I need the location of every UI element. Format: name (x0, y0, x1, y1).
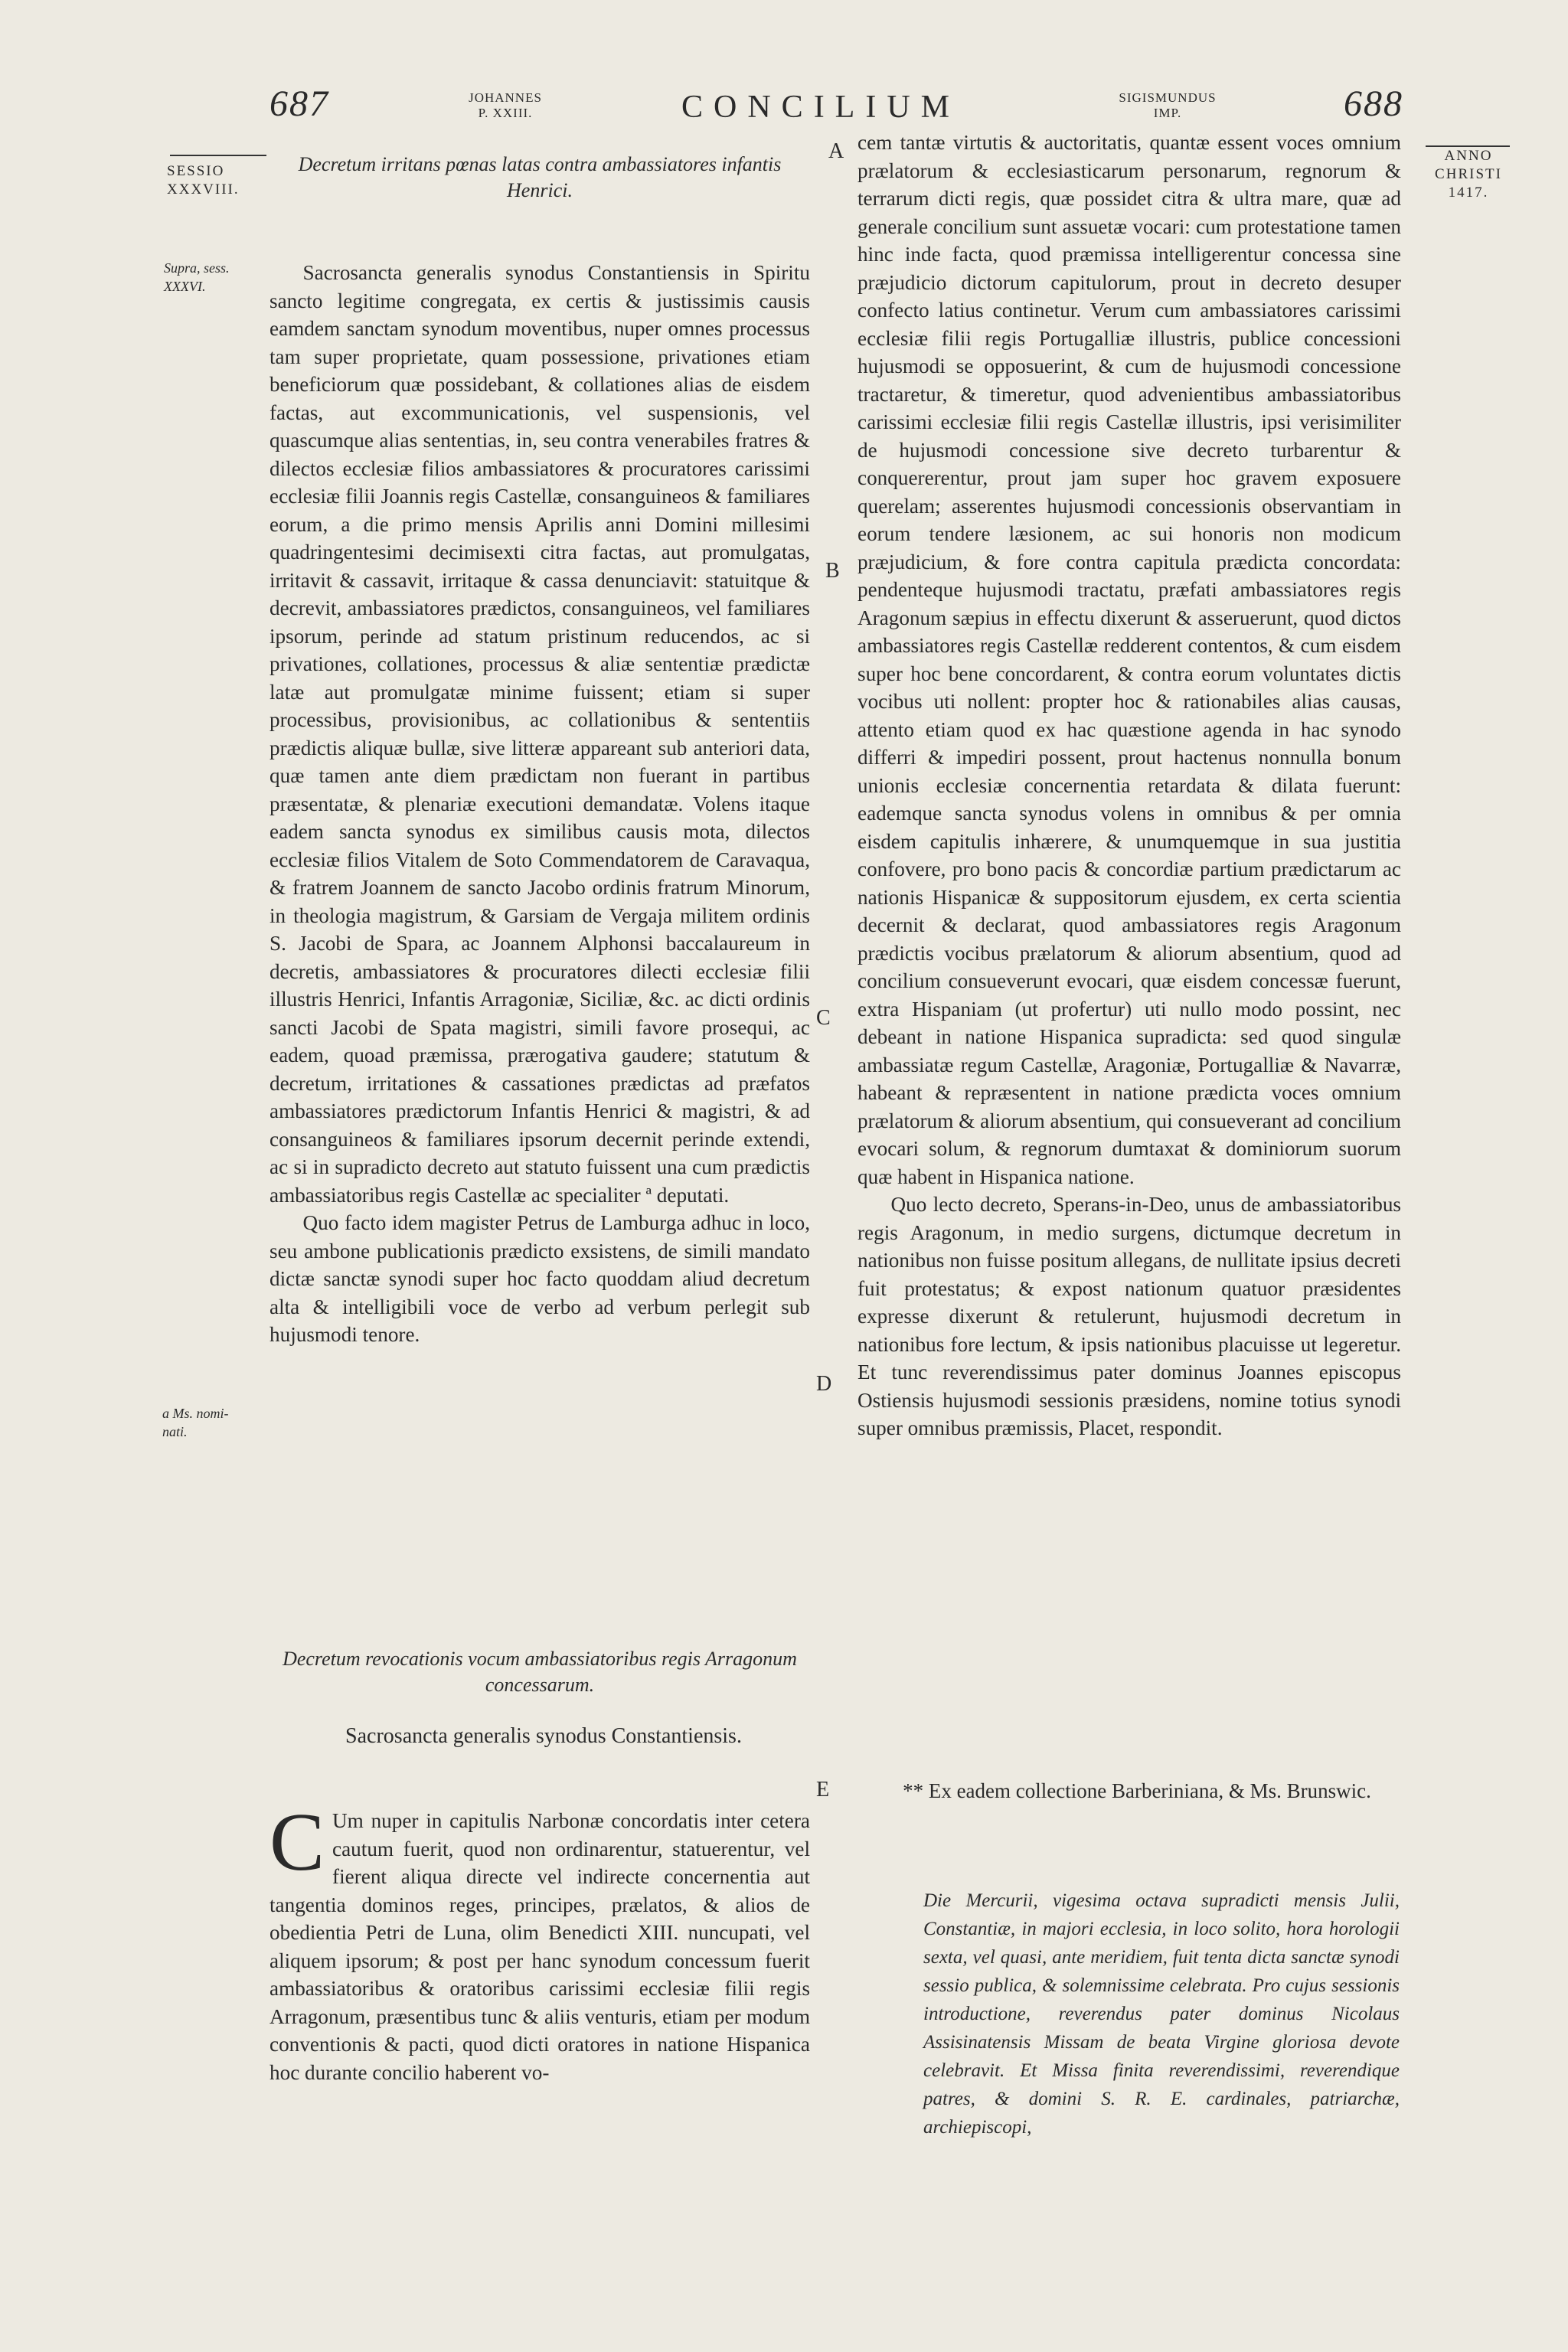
running-head-right-line1: SIGISMUNDUS (1119, 90, 1217, 105)
page-number-left: 687 (270, 83, 329, 124)
divider-left (170, 155, 266, 156)
margin-session-line1: SESSIO (167, 163, 225, 179)
left-heading-decree: Decretum irritans pœnas latas contra ambassiatores infantis Henrici. (298, 153, 782, 201)
right-paragraph-2: Quo lecto decreto, Sperans-in-Deo, unus de ambassiatoribus regis Aragonum, in medio surgens, dictumque decretum in nationibus non fuisse positum allegans, de nullitate ipsius decreti fuit protestatus; & expost nationum quatuor præsidentes expresse dixerunt & retulerunt, hujusmodi decretum in nationibus fore lectum, & ipsis nationibus placuisse ut legeretur. Et tunc reverendissimus pater dominus Joannes episcopus Ostiensis hujusmodi sessionis præsidens, nomine totius synodi super omnibus præmissis, Placet, respondit. (858, 1193, 1401, 1439)
margin-anno-christi (1429, 147, 1508, 202)
margin-anno-line1: ANNO (1444, 148, 1493, 164)
right-column-body (858, 129, 1401, 1442)
running-head-left-line2: P. XXIII. (478, 106, 533, 120)
running-head-right (1087, 90, 1248, 121)
running-head-left (444, 90, 567, 121)
margin-ref-supra-line2: XXXVI. (164, 279, 206, 294)
left-paragraph-3 (270, 1797, 810, 2086)
margin-ref-ms-line2: nati. (162, 1424, 188, 1439)
margin-ref-ms-line1: a Ms. nomi- (162, 1406, 229, 1421)
right-italic-paragraph: Die Mercurii, vigesima octava supradicti mensis Julii, Constantiæ, in majori ecclesia, in loco solito, hora horologii sexta, vel quasi, ante meridiem, fuit tenta dicta sanctæ synodi sessio publica, & solemnissime celebrata. Pro cujus sessionis introductione, reverendus pater dominus Nicolaus Assisinatensis Missam de beata Virgine gloriosa devote celebravit. Et Missa finita reverendissimi, reverendique patres, & domini S. R. E. cardinales, patriarchæ, archiepiscopi, (923, 1890, 1400, 2138)
left-column-body-2 (270, 1797, 810, 2086)
margin-session (167, 162, 240, 199)
margin-anno-line2: CHRISTI (1435, 166, 1502, 182)
left-heading-revocation: Decretum revocationis vocum ambassiatoribus regis Arragonum concessarum. (283, 1648, 797, 1696)
margin-ref-supra (164, 259, 230, 296)
left-paragraph-3-text: Um nuper in capitulis Narbonæ concordatis inter cetera cautum fuerit, quod non ordinarentur, statuerentur, vel fierent aliqua directe vel indirecte concernentia aut tangentia dominos reges, principes, prælatos, & alios de obedientia Petri de Luna, olim Benedicti XIII. nuncupati, vel aliquem ipsorum; & post per hanc synodum concessum fuerit ambassiatoribus & oratoribus carissimi ecclesiæ filii regis Arragonum, præsentibus tunc & aliis venturis, etiam per modum conventionis & pacti, quod dicti oratores in natione Hispanica hoc durante concilio haberent vo- (270, 1809, 810, 2084)
left-paragraph-1: Sacrosancta generalis synodus Constantiensis in Spiritu sancto legitime congregata, ex certis & justissimis causis eamdem sanctam synodum moventibus, nuper omnes processus tam super proprietate, quam possessione, privationes etiam beneficiorum quæ possidebant, & collationes alias de eisdem factas, aut excommunicationis, vel suspensionis, vel quascumque alias sententias, in, seu contra venerabiles fratres & dilectos ecclesiæ filios ambassiatores & procuratores carissimi ecclesiæ filii Joannis regis Castellæ, consanguineos & familiares eorum, a die primo mensis Aprilis anni Domini millesimi quadringentesimi decimisexti citra factas, aut promulgatas, irritavit & cassavit, irritaque & cassa denunciavit: statuitque & decrevit, ambassiatores prædictos, consanguineos, vel familiares ipsorum, perinde ad statum pristinum reducendos, ac si privationes, collationes, processus & aliæ sententiæ prædictæ latæ aut promulgatæ minime fuissent; etiam si super processibus, provisionibus, ac collationibus & sententiis prædictis aliquæ bullæ, sive litteræ appareant sub anteriori data, quæ tamen ante diem prædictam non fuerant in partibus præsentatæ, & plenariæ executioni demandatæ. Volens itaque eadem sancta synodus ex similibus causis mota, dilectos ecclesiæ filios Vitalem de Soto Commendatorem de Caravaqua, & fratrem Joannem de sancto Jacobo ordinis fratrum Minorum, in theologia magistrum, & Garsiam de Vergaja militem ordinis S. Jacobi de Spara, ac Joannem Alphonsi baccalaureum in decretis, ambassiatores & procuratores dilecti ecclesiæ filii illustris Henrici, Infantis Arragoniæ, Siciliæ, &c. ac dicti ordinis sancti Jacobi de Spata magistri, simili favore prosequi, ac eadem, quoad præmissa, prærogativa gaudere; statutum & decretum, irritationes & cassationes prædictas ad præfatos ambassiatores prædictorum Infantis Henrici & magistri, & ad consanguineos & familiares ipsorum decernit perinde extendi, ac si in supradicto decreto aut statuto fuissent una cum prædictis ambassiatoribus regis Castellæ ac specialiter ª deputati. (270, 261, 810, 1207)
margin-ref-ms (162, 1404, 229, 1441)
margin-session-line2: XXXVIII. (167, 181, 240, 198)
left-subheading-synod: Sacrosancta generalis synodus Constantiensis. (345, 1724, 742, 1748)
gutter-letter-b: B (825, 559, 840, 583)
margin-ref-supra-line1: Supra, sess. (164, 260, 230, 276)
left-column-body (270, 259, 810, 1349)
gutter-letter-a: A (828, 139, 844, 163)
left-paragraph-2: Quo facto idem magister Petrus de Lamburga adhuc in loco, seu ambone publicationis prædicto exsistens, de simili mandato dictæ sanctæ synodi super hoc facto quoddam aliud decretum alta & intelligibili voce de verbo ad verbum perlegit sub hujusmodi tenore. (270, 1211, 810, 1346)
margin-anno-line3: 1417. (1448, 185, 1489, 201)
gutter-letter-c: C (816, 1006, 831, 1030)
gutter-letter-e: E (816, 1778, 830, 1802)
right-paragraph-1: cem tantæ virtutis & auctoritatis, quantæ essent voces omnium prælatorum & ecclesiasticarum personarum, regnorum & terrarum dicti regis, quæ possidet citra & ultra mare, quæ ad generale concilium sunt assuetæ vocari: cum protestatione tamen hinc inde facta, quod præmissa intelligerentur concessa sine præjudicio dictorum capitulorum, prout in decreto desuper confecto latius continetur. Verum cum ambassiatores carissimi ecclesiæ filii regis Portugalliæ illustris, publice concessioni hujusmodi se opposuerint, & cum de hujusmodi concessione tractaretur, & timeretur, quod advenientibus ambassiatoribus carissimi ecclesiæ filii regis Castellæ illustris, ipsi verisimiliter de hujusmodi concessione sive decreto turbarentur & conquererentur, prout jam super hoc gravem exposuere querelam; asserentes hujusmodi concessionis observantiam in eorum tendere læsionem, ac sui honoris non modicum præjudicium, & fore contra capitula prædicta concordata: pendenteque hujusmodi tractatu, præfati ambassiatores regis Aragonum sæpius in effectu dixerunt & asseruerunt, quod dictos ambassiatores regis Castellæ redderent contentos, & cum eisdem super hoc bene concordarent, & contra eorum voluntates dictis vocibus uti nollent: propter hoc & rationabiles alias causas, attento etiam quod ex hac quæstione agenda in hac synodo differri & impediri possent, prout hactenus nonnulla bonum unionis ecclesiæ concernentia retardata & dilata fuerunt: eademque sancta synodus volens in omnibus & per omnia eisdem capitulis inhærere, & unumquemque in sua justitia confovere, pro bono pacis & concordiæ partium prædictarum ac nationis Hispanicæ & suppositorum ejusdem, ex certa scientia decernit & declarat, quod ambassiatores regis Aragonum prædictis vocibus prælatorum & aliorum absentium, quod ad concilium consueverunt evocari, quæ eisdem concessæ fuerunt, extra Hispaniam (ut profertur) uti nullo modo possint, nec debeant in natione Hispanica supradicta: sed quod singulæ ambassiatæ regum Castellæ, Aragoniæ, Portugalliæ & Navarræ, habeant & repræsentent in natione prædicta voces omnium prælatorum & aliorum absentium, qui consueverant ad concilium evocari solum, & regnorum dumtaxat & dominiorum suorum quæ habent in Hispanica natione. (858, 131, 1401, 1188)
drop-cap: C (270, 1797, 325, 1888)
page-number-right: 688 (1344, 83, 1403, 124)
running-head-left-line1: JOHANNES (469, 90, 542, 105)
right-source-note: ** Ex eadem collectione Barberiniana, & Ms. Brunswic. (903, 1779, 1371, 1802)
page-title: CONCILIUM (681, 90, 960, 125)
running-head-right-line2: IMP. (1153, 106, 1182, 120)
gutter-letter-d: D (816, 1372, 832, 1396)
